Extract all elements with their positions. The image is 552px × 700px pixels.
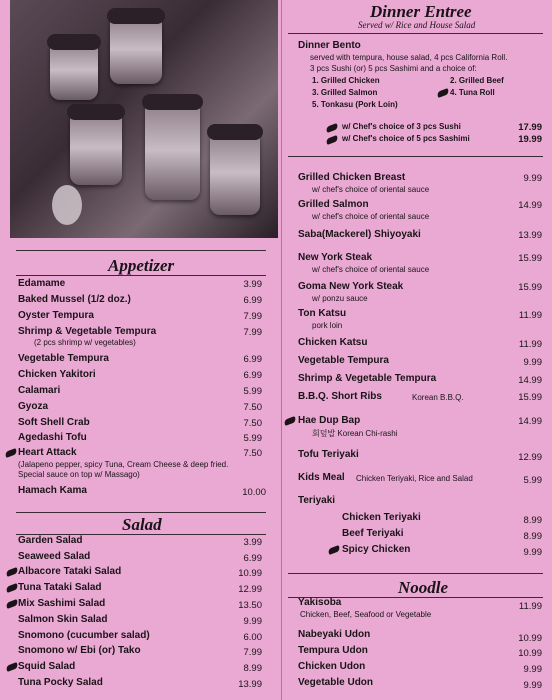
price: 11.99 (518, 601, 542, 612)
bento-description: served with tempura, house salad, 4 pcs California Roll. (310, 53, 508, 62)
item-description: 회덮밥 Korean Chi-rashi (312, 429, 398, 438)
item-description: Chicken, Beef, Seafood or Vegetable (300, 610, 432, 619)
appetizer-item: Heart Attack (18, 447, 77, 458)
item-description: Korean B.B.Q. (412, 393, 464, 402)
price: 10.99 (238, 568, 262, 579)
salad-item: Albacore Tataki Salad (18, 566, 122, 577)
price: 15.99 (518, 282, 542, 293)
divider (16, 512, 266, 513)
teriyaki-item: Spicy Chicken (342, 544, 411, 555)
dinner-entree-heading: Dinner Entree (370, 2, 472, 21)
price: 13.50 (238, 600, 262, 611)
spicy-pepper-icon (5, 583, 18, 593)
price: 17.99 (518, 122, 542, 133)
item-description: Special sauce on top w/ Massago) (18, 470, 140, 479)
price: 6.99 (243, 295, 262, 306)
price: 10.99 (518, 648, 542, 659)
price: 10.99 (518, 633, 542, 644)
price: 14.99 (518, 200, 542, 211)
dinner-item: Vegetable Tempura (298, 355, 389, 366)
bento-choice: 1. Grilled Chicken (312, 76, 380, 85)
sushi-photo (10, 0, 278, 238)
price: 7.99 (243, 311, 262, 322)
bento-choice: 4. Tuna Roll (450, 88, 495, 97)
appetizer-item: Shrimp & Vegetable Tempura (18, 326, 157, 337)
teriyaki-heading: Teriyaki (298, 495, 336, 506)
bento-choice: 2. Grilled Beef (450, 76, 504, 85)
noodle-item: Vegetable Udon (298, 677, 374, 688)
spicy-pepper-icon (5, 599, 18, 609)
appetizer-item: Edamame (18, 278, 66, 289)
dinner-item: B.B.Q. Short Ribs (298, 391, 382, 402)
price: 11.99 (518, 339, 542, 350)
spicy-pepper-icon (325, 123, 338, 133)
price: 9.99 (523, 680, 542, 691)
appetizer-heading: Appetizer (108, 256, 175, 275)
teriyaki-item: Chicken Teriyaki (342, 512, 421, 523)
dinner-item: Grilled Chicken Breast (298, 172, 406, 183)
salad-item: Mix Sashimi Salad (18, 598, 106, 609)
noodle-item: Nabeyaki Udon (298, 629, 371, 640)
price: 7.50 (243, 448, 262, 459)
price: 15.99 (518, 392, 542, 403)
price: 10.00 (242, 487, 266, 498)
dinner-item: Grilled Salmon (298, 199, 369, 210)
price: 12.99 (518, 452, 542, 463)
bento-option: w/ Chef's choice of 3 pcs Sushi (342, 122, 461, 131)
divider (16, 250, 266, 251)
price: 15.99 (518, 253, 542, 264)
bento-description: 3 pcs Sushi (or) 5 pcs Sashimi and a choice of: (310, 64, 477, 73)
item-description: pork loin (312, 321, 343, 330)
divider (16, 275, 266, 276)
price: 13.99 (518, 230, 542, 241)
price: 19.99 (518, 134, 542, 145)
dinner-item: Tofu Teriyaki (298, 449, 359, 460)
item-description: Chicken Teriyaki, Rice and Salad (356, 474, 473, 483)
dinner-item: Saba(Mackerel) Shiyoyaki (298, 229, 421, 240)
spicy-pepper-icon (325, 135, 338, 145)
noodle-heading: Noodle (398, 578, 449, 597)
price: 7.99 (243, 647, 262, 658)
bento-option: w/ Chef's choice of 5 pcs Sashimi (342, 134, 470, 143)
divider (288, 573, 543, 574)
dinner-item: Shrimp & Vegetable Tempura (298, 373, 437, 384)
item-description: w/ chef's choice of oriental sauce (312, 265, 430, 274)
salad-heading: Salad (122, 515, 162, 534)
appetizer-item: Agedashi Tofu (18, 432, 87, 443)
appetizer-item: Baked Mussel (1/2 doz.) (18, 294, 131, 305)
price: 9.99 (523, 664, 542, 675)
noodle-item: Tempura Udon (298, 645, 368, 656)
price: 7.50 (243, 418, 262, 429)
salad-item: Snomono (cucumber salad) (18, 630, 150, 641)
dinner-item: Chicken Katsu (298, 337, 368, 348)
price: 8.99 (243, 663, 262, 674)
dinner-item: New York Steak (298, 252, 373, 263)
spicy-pepper-icon (5, 567, 18, 577)
noodle-item: Yakisoba (298, 597, 342, 608)
salad-item: Tuna Pocky Salad (18, 677, 103, 688)
appetizer-item: Soft Shell Crab (18, 417, 90, 428)
price: 11.99 (518, 310, 542, 321)
salad-item: Garden Salad (18, 535, 83, 546)
column-divider (281, 0, 282, 700)
price: 9.99 (523, 547, 542, 558)
price: 5.99 (523, 475, 542, 486)
salad-item: Tuna Tataki Salad (18, 582, 102, 593)
noodle-item: Chicken Udon (298, 661, 366, 672)
dinner-item: Ton Katsu (298, 308, 347, 319)
dinner-item: Goma New York Steak (298, 281, 404, 292)
price: 14.99 (518, 375, 542, 386)
appetizer-item: Chicken Yakitori (18, 369, 96, 380)
price: 3.99 (243, 279, 262, 290)
bento-choice: 3. Grilled Salmon (312, 88, 378, 97)
appetizer-item: Oyster Tempura (18, 310, 94, 321)
price: 7.99 (243, 327, 262, 338)
price: 6.99 (243, 370, 262, 381)
spicy-pepper-icon (283, 416, 296, 426)
salad-item: Salmon Skin Salad (18, 614, 108, 625)
price: 13.99 (238, 679, 262, 690)
price: 7.50 (243, 402, 262, 413)
price: 9.99 (243, 616, 262, 627)
price: 6.99 (243, 354, 262, 365)
dinner-item: Kids Meal (298, 472, 345, 483)
dinner-item: Hae Dup Bap (298, 415, 361, 426)
spicy-pepper-icon (327, 545, 340, 555)
price: 9.99 (523, 357, 542, 368)
price: 6.00 (243, 632, 262, 643)
bento-choice: 5. Tonkasu (Pork Loin) (312, 100, 398, 109)
price: 12.99 (238, 584, 262, 595)
item-description: w/ chef's choice of oriental sauce (312, 185, 430, 194)
teriyaki-item: Beef Teriyaki (342, 528, 404, 539)
appetizer-item: Calamari (18, 385, 61, 396)
salad-item: Snomono w/ Ebi (or) Tako (18, 645, 141, 656)
salad-item: Seaweed Salad (18, 551, 91, 562)
dinner-subtitle: Served w/ Rice and House Salad (358, 20, 476, 30)
appetizer-item: Hamach Kama (18, 485, 87, 496)
price: 6.99 (243, 553, 262, 564)
appetizer-item: Gyoza (18, 401, 49, 412)
divider (288, 156, 543, 157)
price: 9.99 (523, 173, 542, 184)
price: 8.99 (523, 515, 542, 526)
price: 5.99 (243, 433, 262, 444)
price: 3.99 (243, 537, 262, 548)
appetizer-item: Vegetable Tempura (18, 353, 109, 364)
dinner-bento-title: Dinner Bento (298, 40, 361, 51)
spicy-pepper-icon (436, 88, 449, 98)
spicy-pepper-icon (5, 662, 18, 672)
price: 5.99 (243, 386, 262, 397)
spicy-pepper-icon (4, 448, 17, 458)
price: 8.99 (523, 531, 542, 542)
divider (288, 33, 543, 34)
item-description: (Jalapeno pepper, spicy Tuna, Cream Cheese & deep fried. (18, 460, 229, 469)
item-description: (2 pcs shrimp w/ vegetables) (34, 338, 136, 347)
price: 14.99 (518, 416, 542, 427)
salad-item: Squid Salad (18, 661, 76, 672)
item-description: w/ ponzu sauce (312, 294, 368, 303)
item-description: w/ chef's choice of oriental sauce (312, 212, 430, 221)
